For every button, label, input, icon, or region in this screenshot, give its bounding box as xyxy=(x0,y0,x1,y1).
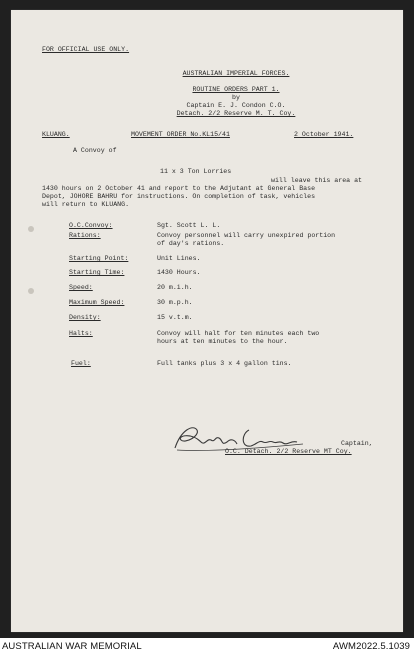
row-value: 30 m.p.h. xyxy=(157,299,193,306)
sign-unit: O.C. Detach. 2/2 Reserve MT Coy. xyxy=(225,448,352,455)
order-number: MOVEMENT ORDER No.KL15/41 xyxy=(131,131,230,138)
body-text: 1430 hours on 2 October 41 and report to the Adjutant at General Base xyxy=(42,185,316,192)
footer-accession: AWM2022.5.1039 xyxy=(332,641,410,652)
punch-hole xyxy=(28,226,34,232)
row-value: Convoy personnel will carry unexpired portion xyxy=(157,232,336,239)
org-heading: AUSTRALIAN IMPERIAL FORCES. xyxy=(182,70,290,77)
unit-line: Detach. 2/2 Reserve M. T. Coy. xyxy=(176,110,296,117)
intro-text: A Convoy of xyxy=(73,147,117,154)
row-label: Fuel: xyxy=(71,360,91,367)
place: KLUANG. xyxy=(42,131,70,138)
row-label: Halts: xyxy=(69,330,93,337)
body-text: Depot, JOHORE BAHRU for instructions. On completion of task, vehicles xyxy=(42,193,316,200)
body-text: will leave this area at xyxy=(271,177,363,184)
row-value: Sgt. Scott L. L. xyxy=(157,222,221,229)
document-page xyxy=(11,10,403,632)
row-label: O.C.Convoy: xyxy=(69,222,113,229)
vehicles-text: 11 x 3 Ton Lorries xyxy=(160,168,232,175)
row-value: 1430 Hours. xyxy=(157,269,201,276)
row-value: Unit Lines. xyxy=(157,255,201,262)
footer-source: AUSTRALIAN WAR MEMORIAL xyxy=(2,641,142,652)
row-value: Full tanks plus 3 x 4 gallon tins. xyxy=(157,360,292,367)
classification: FOR OFFICIAL USE ONLY. xyxy=(42,46,130,53)
row-value: hours at ten minutes to the hour. xyxy=(157,338,288,345)
row-label: Maximum Speed: xyxy=(69,299,125,306)
row-value: Convoy will halt for ten minutes each two xyxy=(157,330,320,337)
orders-title: ROUTINE ORDERS PART 1. xyxy=(192,86,280,93)
row-value: of day's rations. xyxy=(157,240,225,247)
row-label: Starting Time: xyxy=(69,269,125,276)
row-value: 20 m.i.h. xyxy=(157,284,193,291)
by-line: by xyxy=(232,94,240,101)
row-value: 15 v.t.m. xyxy=(157,314,193,321)
sign-rank: Captain, xyxy=(341,440,373,447)
order-date: 2 October 1941. xyxy=(294,131,354,138)
punch-hole xyxy=(28,288,34,294)
row-label: Rations: xyxy=(69,232,101,239)
row-label: Speed: xyxy=(69,284,93,291)
row-label: Starting Point: xyxy=(69,255,129,262)
author-line: Captain E. J. Condon C.O. xyxy=(186,102,286,109)
row-label: Density: xyxy=(69,314,101,321)
body-text: will return to KLUANG. xyxy=(42,201,130,208)
